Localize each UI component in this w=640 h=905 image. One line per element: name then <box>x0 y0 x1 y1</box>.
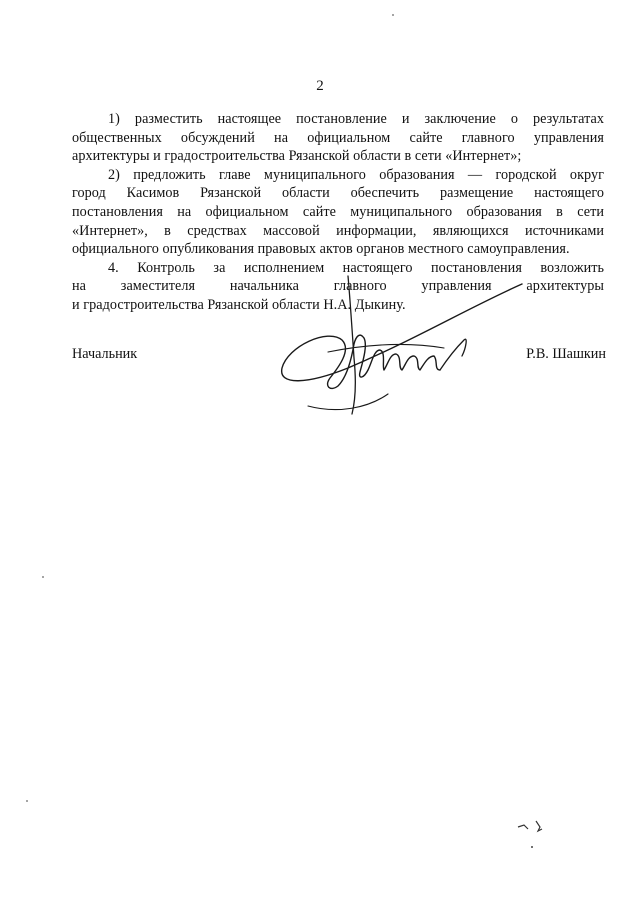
paragraph-3-line-1: 4. Контроль за исполнением настоящего постановления возложить <box>108 259 604 276</box>
handwritten-signature <box>268 268 548 418</box>
scan-speck <box>392 14 394 16</box>
paragraph-2 <box>72 166 604 259</box>
signatory-name: Р.В. Шашкин <box>526 346 606 362</box>
paragraph-1-line-1: 1) разместить настоящее постановление и заключение о результатах <box>108 111 604 127</box>
paragraph-2-line-5: официального опубликования правовых актов органов местного самоуправления. <box>72 241 570 258</box>
paragraph-2-line-1: 2) предложить главе муниципального образования — городской округ <box>108 166 604 183</box>
paragraph-3-line-3: и градостроительства Рязанской области Н.А. Дыкину. <box>72 296 406 313</box>
page-number: 2 <box>316 78 324 94</box>
paragraph-2-line-2: город Касимов Рязанской области обеспечить размещение настоящего <box>72 185 604 202</box>
scan-artifact-icon <box>514 813 554 853</box>
scan-speck <box>42 576 44 578</box>
paragraph-3-line-2: на заместителя начальника главного управления архитектуры <box>72 278 604 295</box>
scan-speck <box>26 800 28 802</box>
paragraph-1 <box>72 110 604 166</box>
paragraph-2-line-4: «Интернет», в средствах массовой информации, являющихся источниками <box>72 222 604 239</box>
paragraph-1-line-2: общественных обсуждений на официальном сайте главного управления <box>72 129 604 146</box>
paragraph-1-line-3: архитектуры и градостроительства Рязанской области в сети «Интернет»; <box>72 148 522 165</box>
signatory-title: Начальник <box>72 346 138 362</box>
paragraph-2-line-3: постановления на официальном сайте муниципального образования в сети <box>72 203 604 220</box>
